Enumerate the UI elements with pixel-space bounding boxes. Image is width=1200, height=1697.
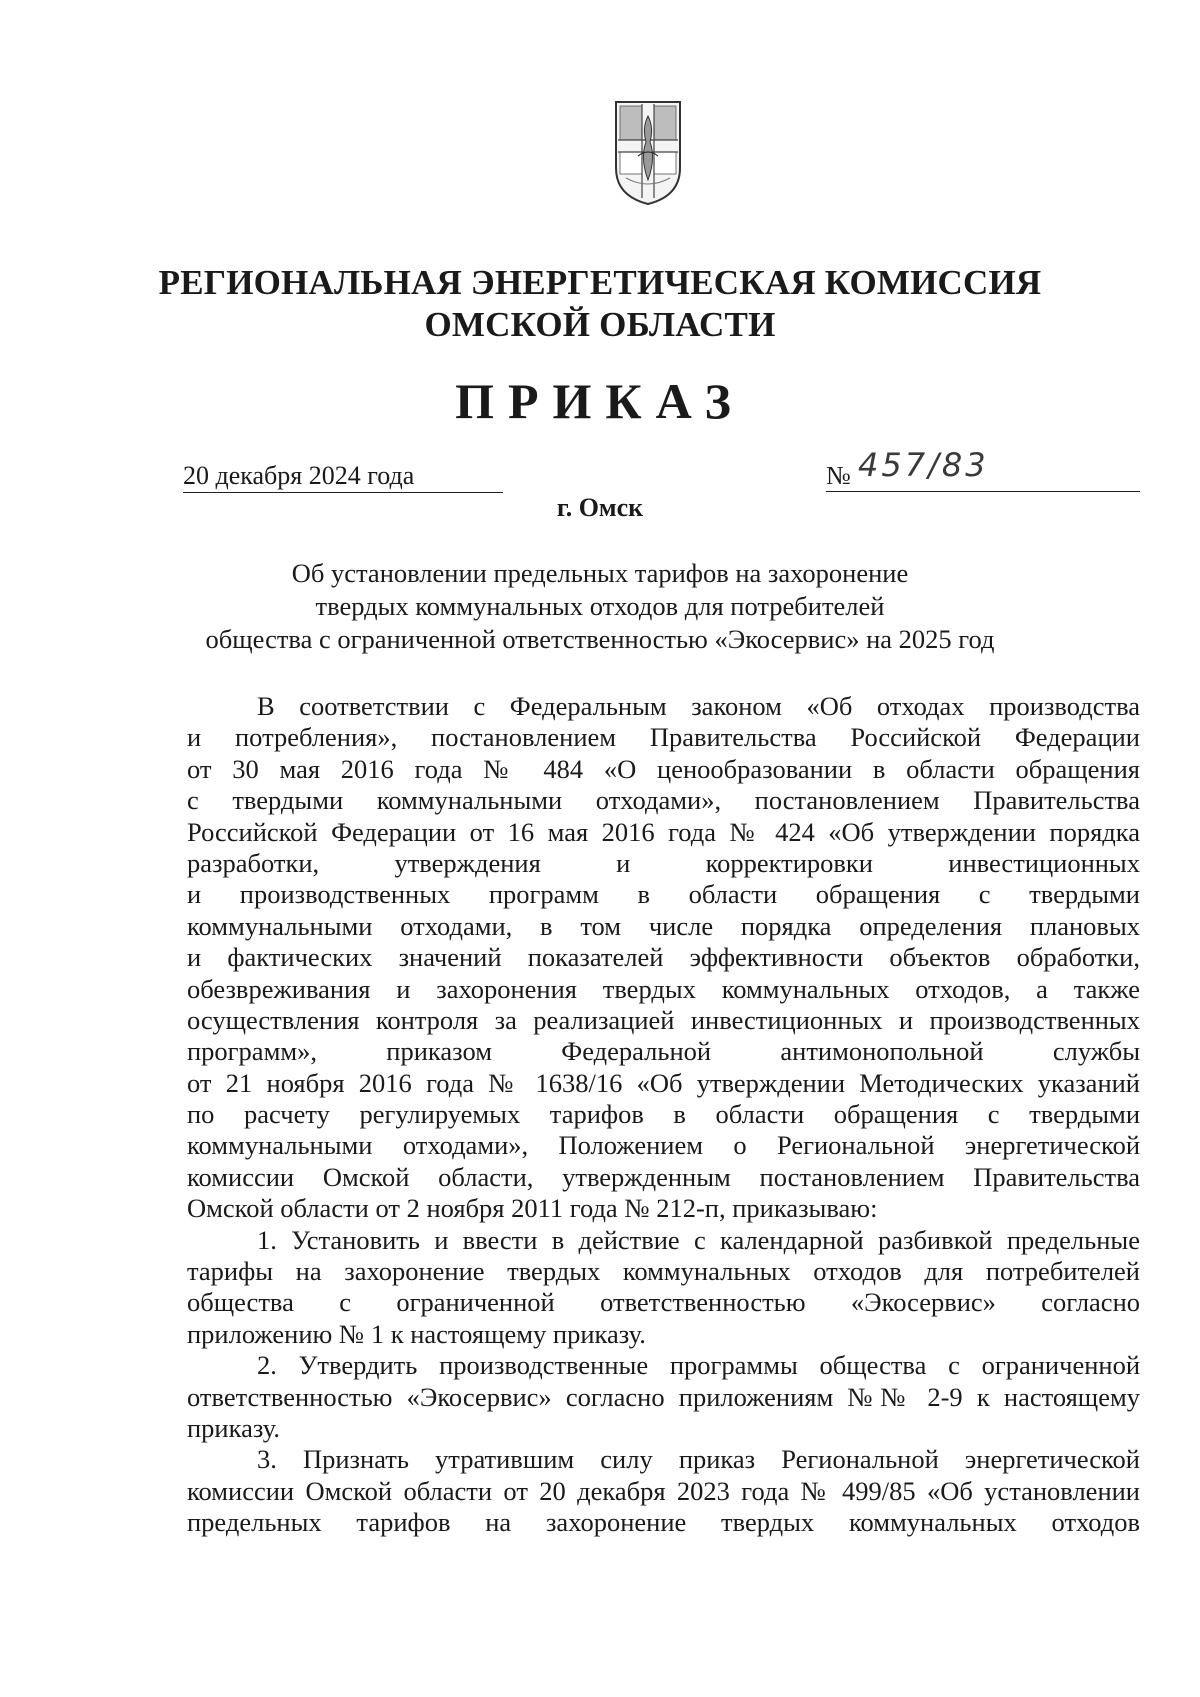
body-line: программ», приказом Федеральной антимонопольной службы [187,1036,1140,1067]
body-line: коммунальными отходами», Положением о Региональной энергетической [187,1130,1140,1161]
body-line: приказу. [187,1412,280,1443]
body-line: от 30 мая 2016 года № 484 «О ценообразовании в области обращения [187,753,1140,784]
body-line: приложению № 1 к настоящему приказу. [187,1318,646,1349]
body-line: В соответствии с Федеральным законом «Об отходах производства [257,691,1140,721]
body-line: разработки, утверждения и корректировки инвестиционных [187,847,1140,878]
subject-line: общества с ограниченной ответственностью «Экосервис» на 2025 год [205,624,995,654]
document-title: ПРИКАЗ [455,373,745,429]
body-line: и производственных программ в области обращения с твердыми [187,879,1140,910]
body-line: комиссии Омской области от 20 декабря 2023 года № 499/85 «Об установлении [187,1475,1140,1506]
body-line: общества с ограниченной ответственностью «Экосервис» согласно [187,1287,1140,1318]
body-line: от 21 ноября 2016 года № 1638/16 «Об утверждении Методических указаний [187,1067,1140,1098]
body-line: Омской области от 2 ноября 2011 года № 212-п, приказываю: [187,1193,878,1224]
coat-of-arms-icon [612,98,684,208]
organization-name-line-2: ОМСКОЙ ОБЛАСТИ [424,305,776,344]
body-line: ответственностью «Экосервис» согласно приложениям №№ 2-9 к настоящему [187,1381,1140,1412]
subject-line: твердых коммунальных отходов для потребителей [315,591,885,621]
body-line: и фактических значений показателей эффективности объектов обработки, [187,942,1140,973]
body-line: комиссии Омской области, утвержденным постановлением Правительства [187,1161,1140,1192]
body-line: коммунальными отходами, в том числе порядка определения плановых [187,910,1140,941]
document-number-handwritten: 457/83 [858,446,989,484]
body-line: 2. Утвердить производственные программы общества с ограниченной [257,1350,1140,1381]
body-line: 3. Признать утратившим силу приказ Региональной энергетической [257,1444,1140,1475]
body-line: по расчету регулируемых тарифов в области обращения с твердыми [187,1099,1140,1130]
body-line: предельных тарифов на захоронение твердых коммунальных отходов [187,1507,1140,1538]
body-line: Российской Федерации от 16 мая 2016 года № 424 «Об утверждении порядка [187,816,1140,847]
document-city: г. Омск [556,493,644,522]
body-line: и потребления», постановлением Правительства Российской Федерации [187,722,1140,753]
body-line: тарифы на захоронение твердых коммунальных отходов для потребителей [187,1256,1140,1287]
body-line: 1. Установить и ввести в действие с календарной разбивкой предельные [257,1224,1140,1255]
document-number-underline [826,491,1140,492]
subject-line: Об установлении предельных тарифов на захоронение [291,558,909,588]
document-number-label: № [826,461,851,490]
body-line: осуществления контроля за реализацией инвестиционных и производственных [187,1004,1140,1035]
organization-name-line-1: РЕГИОНАЛЬНАЯ ЭНЕРГЕТИЧЕСКАЯ КОМИССИЯ [158,263,1042,302]
document-date: 20 декабря 2024 года [183,460,503,493]
document-subject [0,557,1200,656]
body-line: обезвреживания и захоронения твердых коммунальных отходов, а также [187,973,1140,1004]
body-line: с твердыми коммунальными отходами», постановлением Правительства [187,785,1140,816]
document-body [187,691,1140,1539]
